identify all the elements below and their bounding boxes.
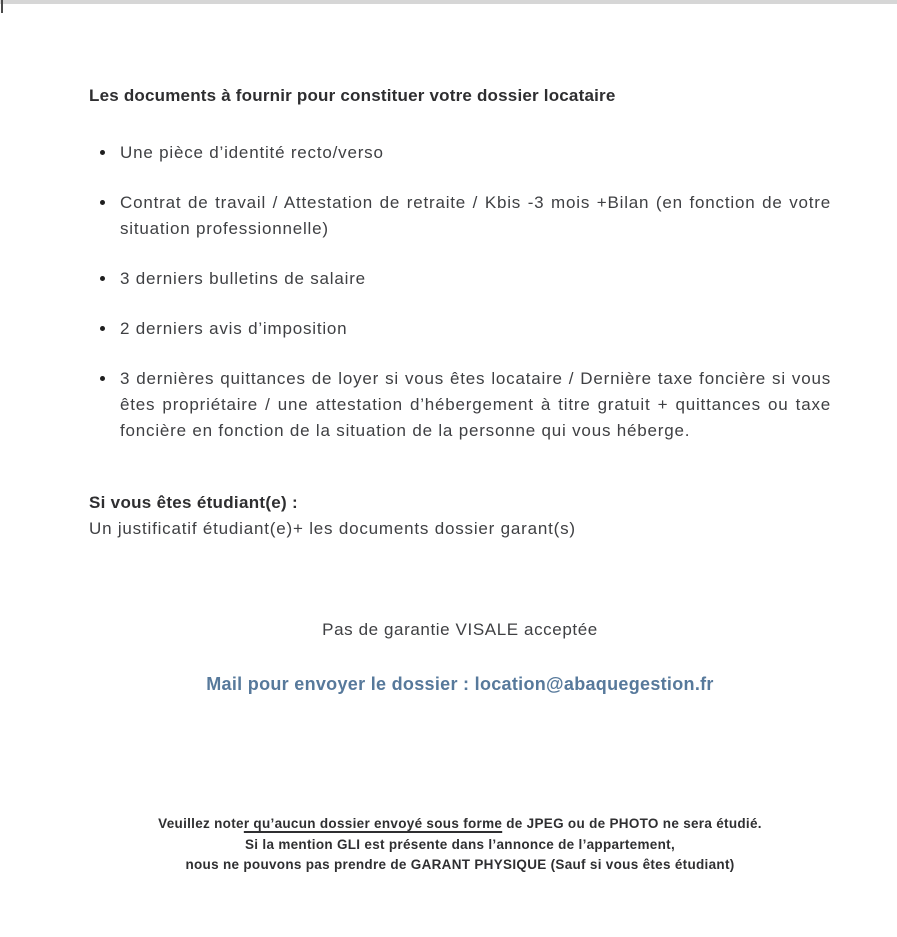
top-border-line — [0, 0, 897, 4]
list-item — [89, 140, 831, 166]
bullet-dot — [100, 200, 105, 205]
left-edge-mark — [1, 0, 3, 13]
bullet-dot — [100, 150, 105, 155]
footer-line-1-prefix: Veuillez note — [158, 816, 244, 831]
student-heading: Si vous êtes étudiant(e) : — [89, 493, 299, 512]
list-item — [89, 266, 831, 292]
documents-list — [89, 140, 831, 444]
bullet-dot — [100, 376, 105, 381]
bullet-dot — [100, 276, 105, 281]
list-item — [89, 316, 831, 342]
bullet-text: 3 dernières quittances de loyer si vous êtes locataire / Dernière taxe foncière si vous êtes propriétaire / une attestation d’hébergement à titre gratuit + quittances ou taxe foncière en fonction de la situation de la personne qui vous héberge. — [120, 369, 831, 440]
bullet-text: Contrat de travail / Attestation de retraite / Kbis -3 mois +Bilan (en fonction de votre situation professionnelle) — [120, 193, 831, 238]
bullet-text: Une pièce d’identité recto/verso — [120, 143, 384, 162]
underlined-phrase: r qu’aucun dossier envoyé sous forme — [243, 816, 503, 831]
document-content — [89, 86, 831, 876]
page-title: Les documents à fournir pour constituer votre dossier locataire — [89, 86, 616, 105]
visale-note: Pas de garantie VISALE acceptée — [322, 620, 598, 639]
footer-line-1-suffix: de JPEG ou de PHOTO ne sera étudié. — [502, 816, 762, 831]
bullet-text: 2 derniers avis d’imposition — [120, 319, 348, 338]
list-item — [89, 190, 831, 242]
list-item — [89, 366, 831, 444]
student-text: Un justificatif étudiant(e)+ les documents dossier garant(s) — [89, 519, 576, 538]
footer-line-3: nous ne pouvons pas prendre de GARANT PHYSIQUE (Sauf si vous êtes étudiant) — [185, 857, 735, 872]
bullet-dot — [100, 326, 105, 331]
bullet-text: 3 derniers bulletins de salaire — [120, 269, 366, 288]
footer-line-1 — [89, 814, 831, 835]
mail-instruction: Mail pour envoyer le dossier : location@abaquegestion.fr — [206, 674, 714, 694]
footer-notice — [89, 814, 831, 876]
footer-line-2: Si la mention GLI est présente dans l’annonce de l’appartement, — [245, 836, 675, 852]
